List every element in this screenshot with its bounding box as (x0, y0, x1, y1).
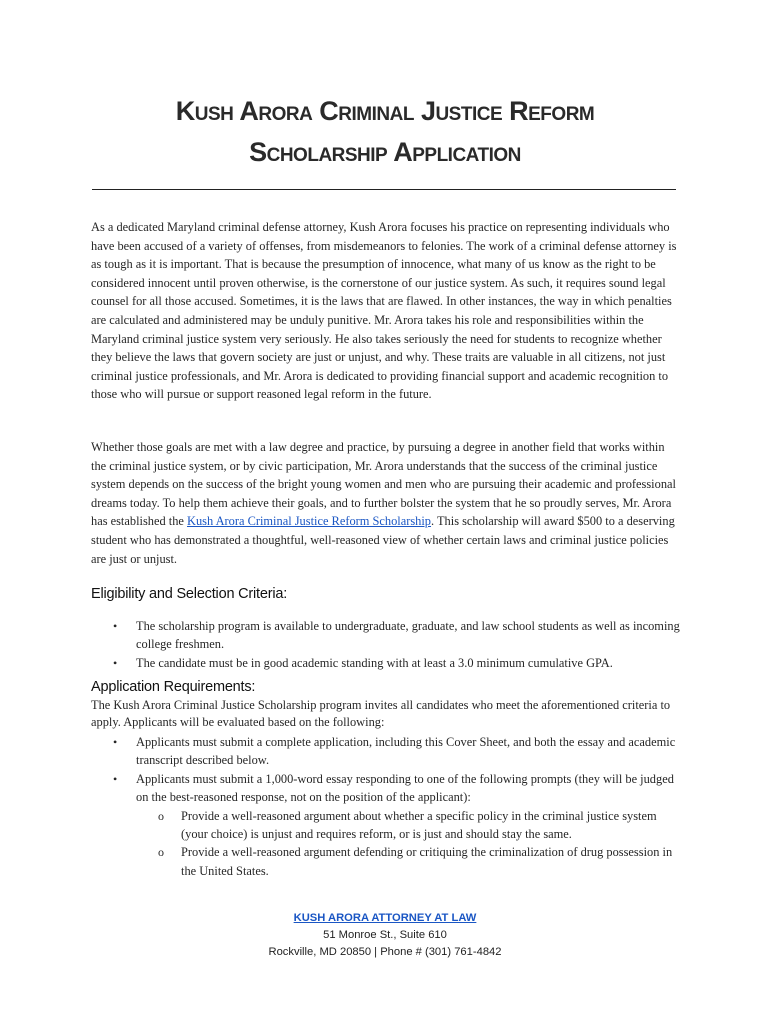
list-item-text: The scholarship program is available to undergraduate, graduate, and law school students as well as incoming college freshmen. (136, 619, 680, 652)
eligibility-heading: Eligibility and Selection Criteria: (91, 586, 288, 602)
title-line-2: Scholarship Application (249, 137, 521, 167)
footer-firm (0, 912, 770, 924)
intro-paragraph-2 (91, 438, 681, 568)
bullet-icon: • (113, 771, 118, 786)
footer-address: 51 Monroe St., Suite 610 (323, 929, 447, 941)
bullet-icon: • (113, 735, 118, 749)
requirements-heading: Application Requirements: (91, 679, 256, 695)
list-item-text: The candidate must be in good academic standing with at least a 3.0 minimum cumulative GPA. (136, 655, 613, 670)
list-item-text: Applicants must submit a complete application, including this Cover Sheet, and both the essay and academic transcript described below. (136, 735, 676, 768)
sub-bullet-icon: o (158, 845, 164, 860)
list-item (113, 654, 681, 672)
paragraph-2-text-start: Whether those goals are met with a law degree and practice, by pursuing a degree in another field that works within the criminal justice system, or by civic participation, Mr. Arora understands that the success of the criminal justice system depends on the success of the bright young women and men who are pursuing their academic and professional dreams today. To help them achieve their goals, and to further bolster the system that he so proudly serves, Mr. Arora has established the (91, 440, 676, 529)
footer-contact: Rockville, MD 20850 | Phone # (301) 761-4842 (268, 946, 502, 958)
prompt-text: Provide a well-reasoned argument defending or critiquing the criminalization of drug possession in the United States. (181, 845, 673, 878)
list-item (158, 807, 681, 844)
sub-bullet-icon: o (158, 808, 164, 823)
list-item-text: Applicants must submit a 1,000-word essay responding to one of the following prompts (they will be judged on the best-reasoned response, not on the position of the applicant): (136, 771, 674, 805)
title-divider (92, 189, 676, 190)
list-item (113, 770, 681, 880)
bullet-icon: • (113, 619, 118, 633)
scholarship-link[interactable]: Kush Arora Criminal Justice Reform Scholarship (187, 514, 432, 529)
title-line-1: Kush Arora Criminal Justice Reform (175, 96, 595, 126)
requirements-intro: The Kush Arora Criminal Justice Scholarship program invites all candidates who meet the aforementioned criteria to apply. Applicants will be evaluated based on the following: (91, 698, 671, 729)
eligibility-list (113, 617, 681, 672)
essay-prompts-list (136, 807, 681, 881)
paragraph-2-text-end: . This scholarship will award $500 to a deserving student who has demonstrated a thoughtful, well-reasoned view of whether certain laws and criminal justice policies are just or unjust. (91, 514, 675, 566)
firm-link[interactable]: KUSH ARORA ATTORNEY AT LAW (293, 912, 477, 924)
list-item (158, 843, 681, 880)
bullet-icon: • (113, 655, 118, 670)
intro-paragraph-1: As a dedicated Maryland criminal defense attorney, Kush Arora focuses his practice on representing individuals who have been accused of a variety of offenses, from misdemeanors to felonies. The work of a criminal defense attorney is as tough as it is important. That is because the presumption of innocence, what many of us know as the right to be considered innocent until proven otherwise, is the cornerstone of our justice system. As such, it requires sound legal counsel for all those accused. Sometimes, it is the laws that are flawed. In other instances, the way in which penalties are calculated and administered may be unduly punitive. Mr. Arora takes his role and responsibilities within the Maryland criminal justice system very seriously. He also takes seriously the need for students to recognize whether they believe the laws that govern society are just or unjust, and why. These traits are valuable in all citizens, not just criminal justice professionals, and Mr. Arora is dedicated to providing financial support and academic recognition to those who will pursue or support reasoned legal reform in the future. (91, 220, 677, 402)
list-item (113, 617, 681, 654)
prompt-text: Provide a well-reasoned argument about whether a specific policy in the criminal justice system (your choice) is unjust and requires reform, or is just and should stay the same. (181, 808, 657, 842)
list-item (113, 733, 681, 770)
requirements-list (113, 733, 681, 880)
